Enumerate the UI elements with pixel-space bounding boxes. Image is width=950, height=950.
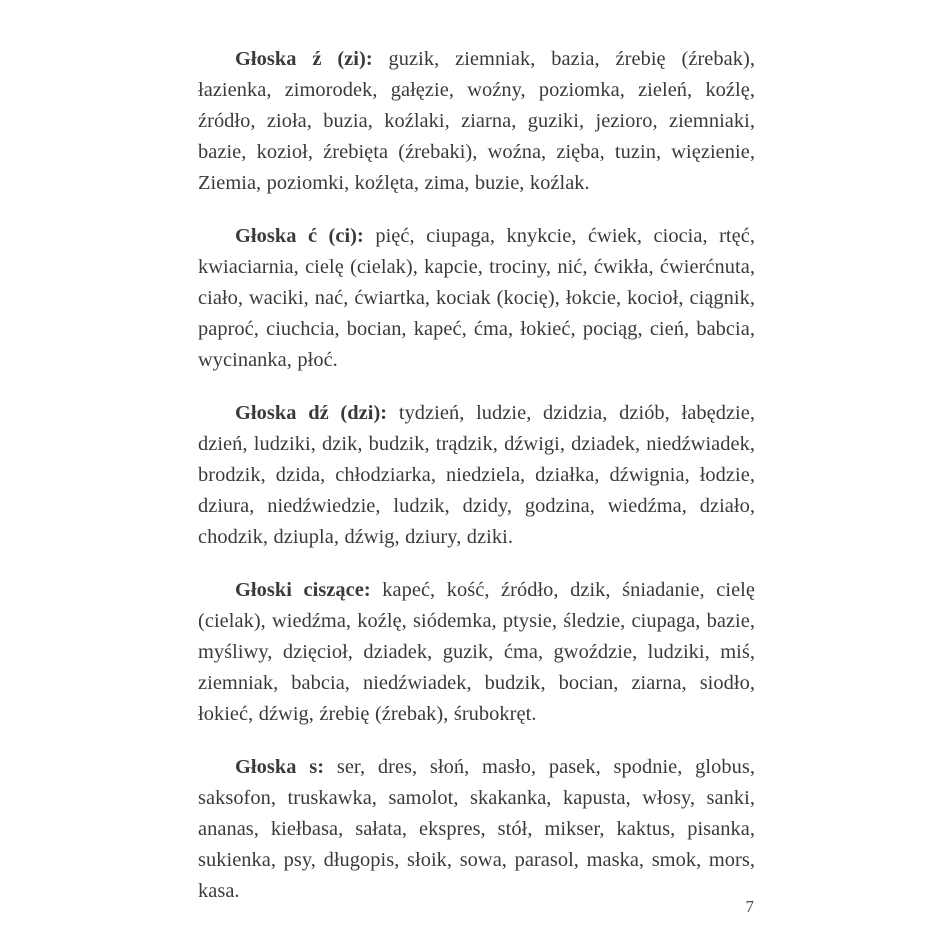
entry-body: tydzień, ludzie, dzidzia, dziób, łabędzie, dzień, ludziki, dzik, budzik, trądzik, dźwigi, dziadek, niedźwiadek, brodzik, dzida, chłodziarka, niedziela, działka, dźwignia, łodzie, dziura, niedźwiedzie, ludzik, dzidy, godzina, wiedźma, działo, chodzik, dziupla, dźwig, dziury, dziki. (198, 402, 756, 548)
entry-body: guzik, ziemniak, bazia, źrebię (źrebak), łazienka, zimorodek, gałęzie, woźny, poziomka, zieleń, koźlę, źródło, zioła, buzia, koźlaki, ziarna, guziki, jezioro, ziemniaki, bazie, kozioł, źrebięta (źrebaki), woźna, zięba, tuzin, więzienie, Ziemia, poziomki, koźlęta, zima, buzie, koźlak. (198, 48, 755, 194)
entry-glaska-c (198, 221, 755, 376)
entry-body: pięć, ciupaga, knykcie, ćwiek, ciocia, rtęć, kwiaciarnia, cielę (cielak), kapcie, trociny, nić, ćwikła, ćwierćnuta, ciało, waciki, nać, ćwiartka, kociak (kocię), łokcie, kocioł, ciągnik, paproć, ciuchcia, bocian, kapeć, ćma, łokieć, pociąg, cień, babcia, wycinanka, płoć. (198, 225, 755, 371)
entry-label: Głoska dź (dzi): (235, 402, 388, 424)
entry-glaska-dz (198, 398, 755, 553)
entry-gloski-ciszace (198, 575, 755, 730)
entry-glaska-s (198, 752, 755, 907)
entry-body: kapeć, kość, źródło, dzik, śniadanie, cielę (cielak), wiedźma, koźlę, siódemka, ptysie, śledzie, ciupaga, bazie, myśliwy, dzięcioł, dziadek, guzik, ćma, gwoździe, ludziki, miś, ziemniak, babcia, niedźwiadek, budzik, bocian, ziarna, siodło, łokieć, dźwig, źrebię (źrebak), śrubokręt. (198, 579, 755, 725)
entry-label: Głoska s: (235, 756, 325, 778)
entry-label: Głoski ciszące: (235, 579, 371, 601)
text-column (198, 44, 755, 907)
page-number: 7 (745, 897, 754, 916)
entry-label: Głoska ć (ci): (235, 225, 364, 247)
entry-body: ser, dres, słoń, masło, pasek, spodnie, globus, saksofon, truskawka, samolot, skakanka, kapusta, włosy, sanki, ananas, kiełbasa, sałata, ekspres, stół, mikser, kaktus, pisanka, sukienka, psy, długopis, słoik, sowa, parasol, maska, smok, mors, kasa. (198, 756, 755, 902)
entry-label: Głoska ź (zi): (235, 48, 373, 70)
entry-glaska-z (198, 44, 755, 199)
